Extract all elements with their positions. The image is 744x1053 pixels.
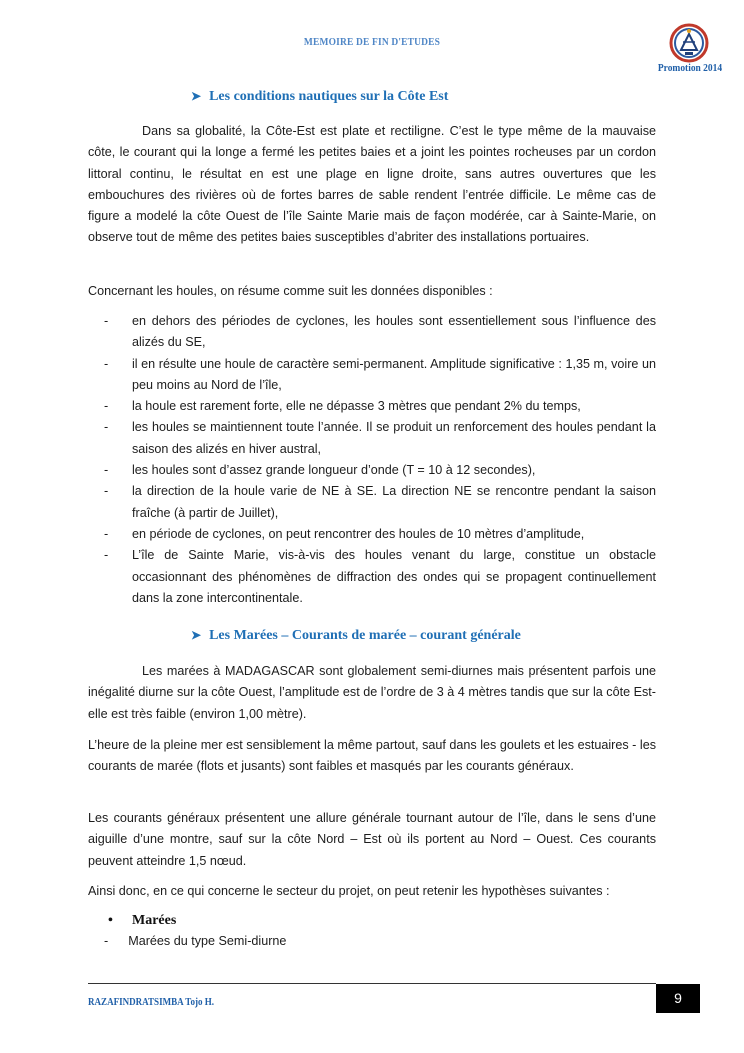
section-title-text: Les conditions nautiques sur la Côte Est [209,89,449,104]
paragraph-courants: Les courants généraux présentent une allure générale tournant autour de l’île, dans le sens d’une aiguille d’une montre, sauf sur la côte Nord – Est où ils portent au Nord – Ouest. Ces courants peuvent atteindre 1,5 nœud. [88,811,656,868]
list-item: - la direction de la houle varie de NE à SE. La direction NE se rencontre pendant la saison fraîche (à partir de Juillet), [104,484,656,520]
list-item: - en dehors des périodes de cyclones, les houles sont essentiellement sous l’influence des alizés du SE, [104,314,656,350]
section-title-text: Les Marées – Courants de marée – courant générale [209,628,521,643]
arrow-bullet-icon: ➤ [191,628,202,642]
list-item: - L’île de Sainte Marie, vis-à-vis des houles venant du large, constitue un obstacle occasionnant des phénomènes de diffraction des ondes qui se propagent continuellement dans la zone intercontinentale. [104,548,656,605]
sub-list-item: - Marées du type Semi-diurne [104,934,287,948]
school-emblem-icon [668,22,710,64]
arrow-bullet-icon: ➤ [191,89,202,103]
list-item: - la houle est rarement forte, elle ne dépasse 3 mètres que pendant 2% du temps, [104,399,581,414]
bullet-heading-marees: • Marées [108,913,177,928]
paragraph-cote-est: Dans sa globalité, la Côte-Est est plate et rectiligne. C’est le type même de la mauvaise côte, le courant qui la longe a fermé les petites baies et a joint les pointes rocheuses par un cordon littoral continu, le résultat en est une plage en ligne droite, sans autres ouvertures que les embouchures des rivières où de fortes barres de sable rendent l’entrée difficile. Le même cas de figure a modelé la côte Ouest de l’île Sainte Marie mais de façon modérée, car à Sainte-Marie, on observe tout de même des petites baies susceptibles d’abriter des installations portuaires. [88,124,656,245]
list-item: - les houles sont d’assez grande longueur d’onde (T = 10 à 12 secondes), [104,463,536,478]
footer-divider [88,983,656,984]
paragraph-hypotheses: Ainsi donc, en ce qui concerne le secteur du projet, on peut retenir les hypothèses suivantes : [88,884,610,898]
section-title-nautical [191,89,448,105]
promotion-label: Promotion 2014 [657,62,723,74]
paragraph-marees: Les marées à MADAGASCAR sont globalement semi-diurnes mais présentent parfois une inégalité diurne sur la côte Ouest, l’amplitude est de l’ordre de 3 à 4 mètres tandis que sur la côte Est-elle est très faible (environ 1,00 mètre). [88,664,656,721]
section-title-marees [191,628,521,644]
footer-author: RAZAFINDRATSIMBA Tojo H. [88,997,215,1008]
page-number: 9 [656,984,700,1013]
paragraph-houles-intro: Concernant les houles, on résume comme suit les données disponibles : [88,284,493,298]
paragraph-pleine-mer: L’heure de la pleine mer est sensiblement la même partout, sauf dans les goulets et les estuaires - les courants de marée (flots et jusants) sont faibles et masqués par les courants généraux. [88,738,656,774]
list-item: - en période de cyclones, on peut rencontrer des houles de 10 mètres d’amplitude, [104,526,585,541]
list-item: - les houles se maintiennent toute l’année. Il se produit un renforcement des houles pendant la saison des alizés en hiver austral, [104,420,656,456]
document-header-title: MEMOIRE DE FIN D'ETUDES [303,36,441,48]
list-item: - il en résulte une houle de caractère semi-permanent. Amplitude significative : 1,35 m, voire un peu moins au Nord de l’île, [104,356,656,392]
houles-list [88,311,656,609]
bullet-dot-icon: • [108,913,113,928]
